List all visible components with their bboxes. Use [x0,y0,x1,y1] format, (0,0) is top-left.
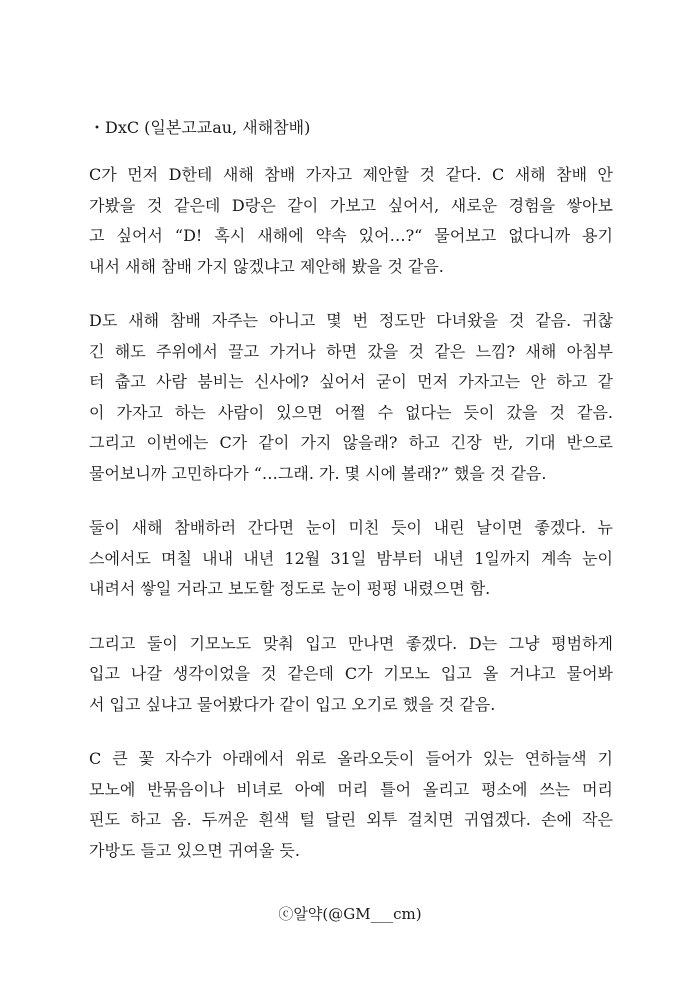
text-line: 그리고 둘이 기모노도 맞춰 입고 만나면 좋겠다. D는 그냥 평범하게 [89,633,613,653]
text-line: 입고 나갈 생각이었을 것 같은데 C가 기모노 입고 올 거냐고 물어봐 [89,664,613,683]
text-line: 둘이 새해 참배하러 간다면 눈이 미친 듯이 내린 날이면 좋겠다. 뉴 [89,518,613,537]
text-line: 내려서 쌓일 거라고 보도할 정도로 눈이 펑펑 내렸으면 함. [89,579,491,598]
text-line: 그리고 이번에는 C가 같이 가지 않을래? 하고 긴장 반, 기대 반으로 [89,433,613,452]
text-line: 물어보니까 고민하다가 “…그래. 가. 몇 시에 볼래?” 했을 것 같음. [89,463,547,483]
text-line: 고 싶어서 “D! 혹시 새해에 약속 있어…?“ 물어보고 없다니까 용기 [89,226,613,245]
text-line: 이 가자고 하는 사람이 있으면 어쩔 수 없다는 듯이 갔을 것 같음. [89,402,613,422]
paragraph-1 [89,160,613,282]
text-line: 터 춥고 사람 붐비는 신사에? 싶어서 굳이 먼저 가자고는 안 하고 같 [89,372,613,391]
text-line: 가방도 들고 있으면 귀여울 듯. [89,840,300,860]
text-line: C가 먼저 D한테 새해 참배 가자고 제안할 것 같다. C 새해 참배 안 [89,165,613,184]
paragraph-4 [89,629,613,721]
text-line: 가봤을 것 같은데 D랑은 같이 가보고 싶어서, 새로운 경험을 쌓아보 [89,195,613,215]
text-line: D도 새해 참배 자주는 아니고 몇 번 정도만 다녀왔을 것 같음. 귀찮 [89,311,613,330]
paragraph-5 [89,744,613,866]
paragraph-2 [89,306,613,489]
copyright-footer: ⓒ알약(@GM___cm) [278,905,422,923]
document-body [89,116,613,890]
text-line: 모노에 반묶음이나 비녀로 아예 머리 틀어 올리고 평소에 쓰는 머리 [89,779,613,799]
text-line: 서 입고 싶냐고 물어봤다가 같이 입고 오기로 했을 것 같음. [89,694,496,714]
text-line: 스에서도 며칠 내내 내년 12월 31일 밤부터 내년 1일까지 계속 눈이 [89,548,613,568]
text-line: 긴 해도 주위에서 끌고 가거나 하면 갔을 것 같은 느낌? 새해 아침부 [89,341,613,361]
text-line: 내서 새해 참배 가지 않겠냐고 제안해 봤을 것 같음. [89,256,444,276]
text-line: 핀도 하고 옴. 두꺼운 흰색 털 달린 외투 걸치면 귀엽겠다. 손에 작은 [89,810,613,829]
paragraph-3 [89,513,613,605]
document-title: ・DxC (일본고교au, 새해참배) [89,118,311,137]
text-line: C 큰 꽃 자수가 아래에서 위로 올라오듯이 들어가 있는 연하늘색 기 [89,749,613,768]
